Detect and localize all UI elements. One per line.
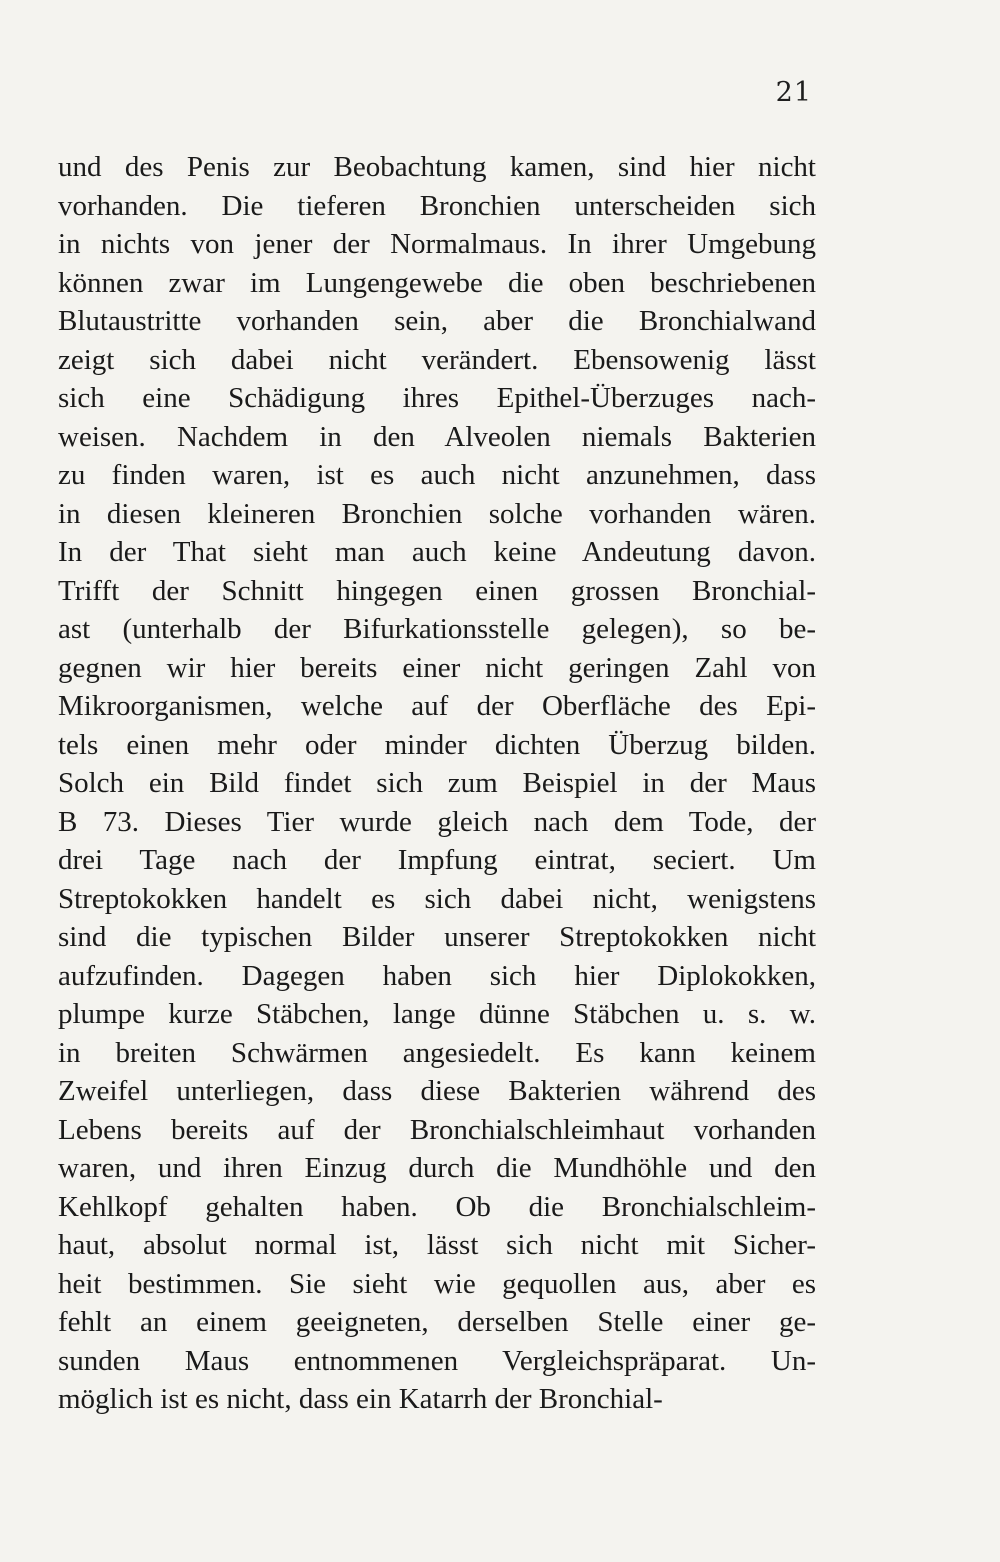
text-line: zeigt sich dabei nicht verändert. Ebensowenig lässt [58,343,816,376]
page-number: 21 [775,77,812,108]
text-line: gegnen wir hier bereits einer nicht geringen Zahl von [58,651,816,684]
text-line: B 73. Dieses Tier wurde gleich nach dem Tode, der [58,805,816,838]
text-line: plumpe kurze Stäbchen, lange dünne Stäbchen u. s. w. [58,998,816,1030]
text-line: tels einen mehr oder minder dichten Überzug bilden. [58,728,816,761]
text-line: In der That sieht man auch keine Andeutung davon. [58,536,816,568]
text-line: Blutaustritte vorhanden sein, aber die Bronchialwand [58,305,816,337]
text-line: und des Penis zur Beobachtung kamen, sind hier nicht [58,151,816,183]
text-line: waren, und ihren Einzug durch die Mundhöhle und den [58,1152,816,1184]
text-line: Solch ein Bild findet sich zum Beispiel in der Maus [58,767,816,799]
text-line: Streptokokken handelt es sich dabei nicht, wenigstens [58,882,816,915]
text-line: drei Tage nach der Impfung eintrat, seciert. Um [58,844,816,876]
text-line: aufzufinden. Dagegen haben sich hier Diplokokken, [58,959,816,992]
text-line: weisen. Nachdem in den Alveolen niemals Bakterien [58,420,816,453]
text-line: Mikroorganismen, welche auf der Oberfläche des Epi- [58,690,816,722]
body-text [58,148,816,1419]
text-line: in breiten Schwärmen angesiedelt. Es kann keinem [58,1036,816,1069]
text-line: haut, absolut normal ist, lässt sich nicht mit Sicher- [58,1229,816,1261]
text-line: Lebens bereits auf der Bronchialschleimhaut vorhanden [58,1113,816,1146]
text-line: Kehlkopf gehalten haben. Ob die Bronchialschleim- [58,1190,816,1223]
text-line: in diesen kleineren Bronchien solche vorhanden wären. [58,497,816,530]
text-line: zu finden waren, ist es auch nicht anzunehmen, dass [58,459,816,491]
text-line: möglich ist es nicht, dass ein Katarrh der Bronchial- [58,1383,663,1415]
text-line: vorhanden. Die tieferen Bronchien unterscheiden sich [58,189,816,222]
text-line: ast (unterhalb der Bifurkationsstelle gelegen), so be- [58,613,816,645]
text-line: heit bestimmen. Sie sieht wie gequollen aus, aber es [58,1267,816,1300]
text-line: in nichts von jener der Normalmaus. In ihrer Umgebung [58,228,816,260]
text-line: sunden Maus entnommenen Vergleichspräparat. Un- [58,1344,816,1377]
text-line: sich eine Schädigung ihres Epithel-Überzuges nach- [58,382,816,414]
text-line: Zweifel unterliegen, dass diese Bakterien während des [58,1075,816,1107]
text-line: sind die typischen Bilder unserer Streptokokken nicht [58,921,816,953]
text-line: fehlt an einem geeigneten, derselben Stelle einer ge- [58,1306,816,1338]
text-line: Trifft der Schnitt hingegen einen grossen Bronchial- [58,574,816,607]
text-line: können zwar im Lungengewebe die oben beschriebenen [58,266,816,299]
